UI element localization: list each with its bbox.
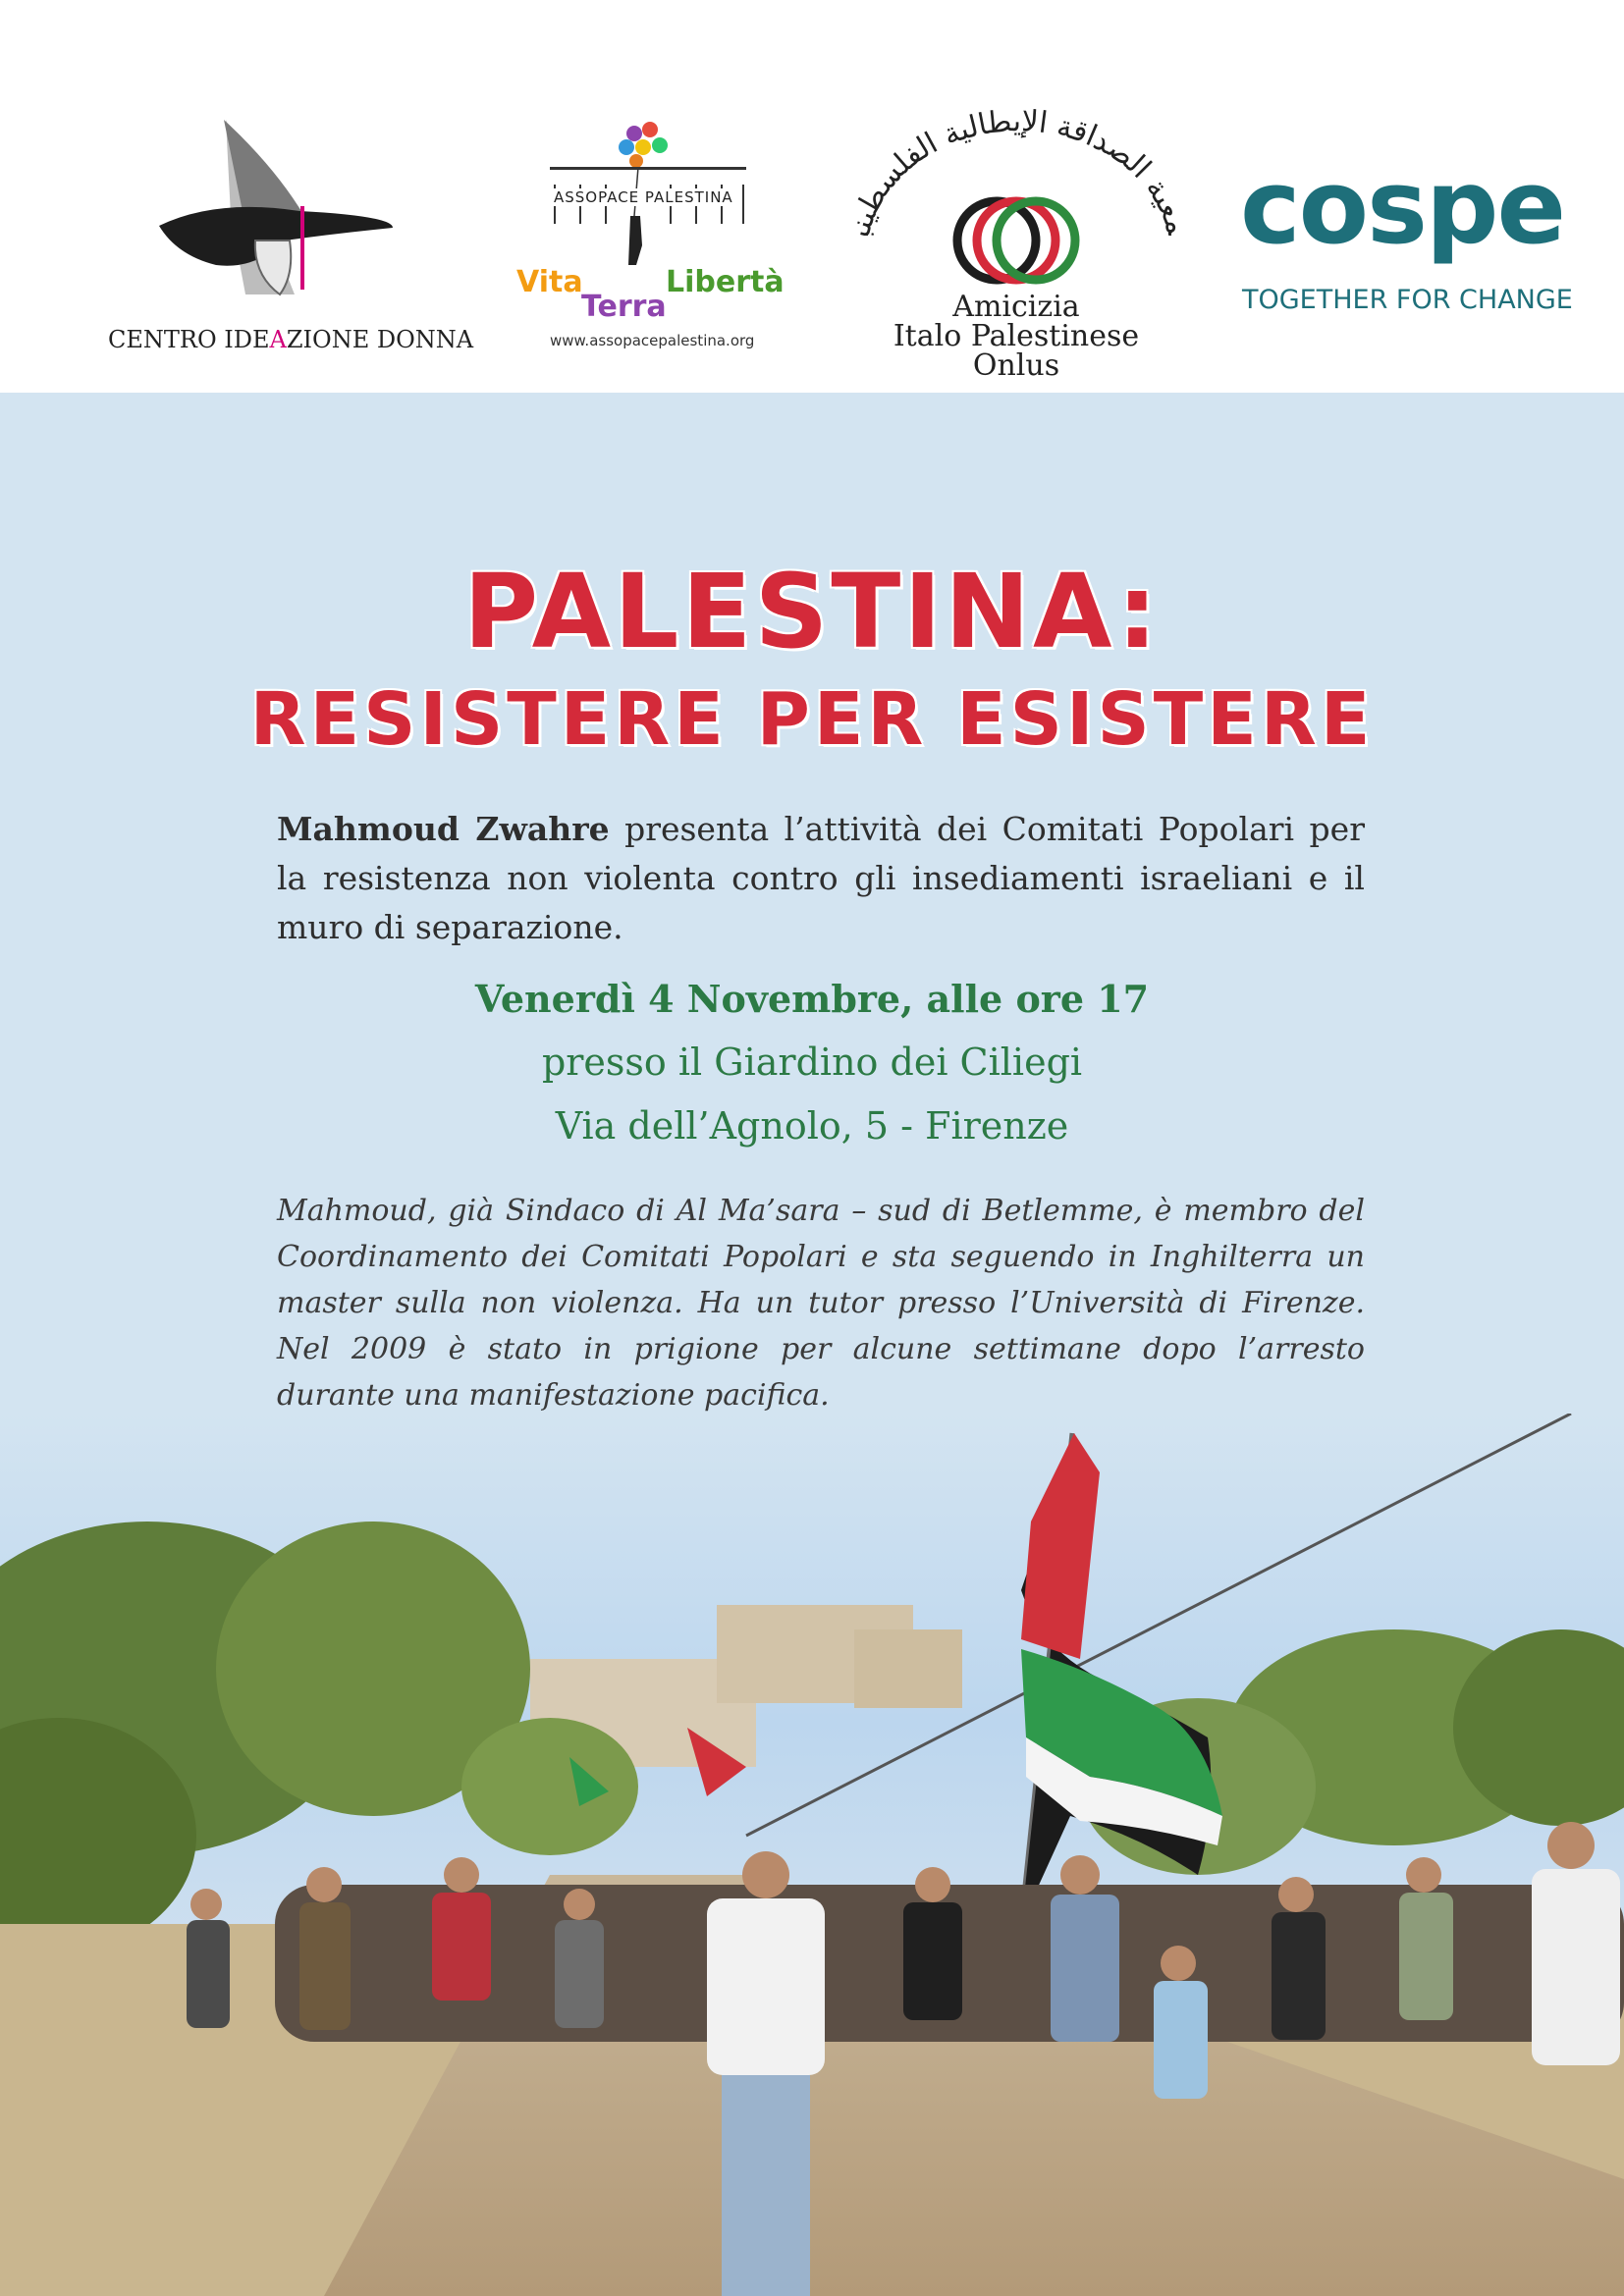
amicizia-line2: Italo Palestinese [893,319,1140,353]
title-line-1: PALESTINA: [462,552,1162,671]
amicizia-line3: Onlus [972,348,1060,383]
content-panel [0,393,1624,1433]
event-place: presso il Giardino dei Ciliegi [541,1041,1083,1084]
assopace-url: www.assopacepalestina.org [550,332,755,349]
assopace-palestina-logo [511,118,785,363]
speaker-name: Mahmoud Zwahre [277,810,610,848]
cospe-name: cospe [1240,147,1564,267]
assopace-name: ASSOPACE PALESTINA [550,188,737,206]
title-line-2: RESISTERE PER ESISTERE [249,677,1375,762]
assopace-terra: Terra [581,290,667,324]
assopace-liberta: Libertà [666,265,785,299]
cid-text-1: CENTRO IDE [108,326,270,353]
rings-icon [943,187,1090,294]
cid-text-accent: A [269,326,287,353]
header-logos [0,0,1624,393]
protest-march-photo [0,1414,1624,2296]
intro-paragraph [277,805,1365,952]
event-address: Via dell’Agnolo, 5 - Firenze [555,1104,1069,1148]
amicizia-italo-palestinese-logo [835,88,1198,393]
amicizia-arabic: معية الصداقة الإيطالية الفلسطيني [841,104,1195,236]
amicizia-line1: Amicizia [952,290,1080,324]
cospe-logo [1232,147,1573,324]
event-date: Venerdì 4 Novembre, alle ore 17 [474,977,1150,1021]
speaker-bio: Mahmoud, già Sindaco di Al Ma’sara – sud di Betlemme, è membro del Coordinamento dei Comitati Popolari e sta seguendo in Inghilterra un master sulla non violenza. Ha un tutor presso l’Università di Firenze. Nel 2009 è stato in prigione per alcune settimane dopo l’arresto durante una manifestazione pacifica. [277,1194,1365,1413]
centro-ideazione-donna-logo [98,108,474,373]
cid-text-2: ZIONE DONNA [286,326,474,353]
intro-text: presenta l’attività dei Comitati Popolari per la resistenza non violenta contro gli insediamenti israeliani e il muro di separazione. [277,810,1365,946]
assopace-vita: Vita [516,265,583,299]
hat-icon [98,108,452,304]
cospe-tagline: TOGETHER FOR CHANGE [1242,285,1573,315]
